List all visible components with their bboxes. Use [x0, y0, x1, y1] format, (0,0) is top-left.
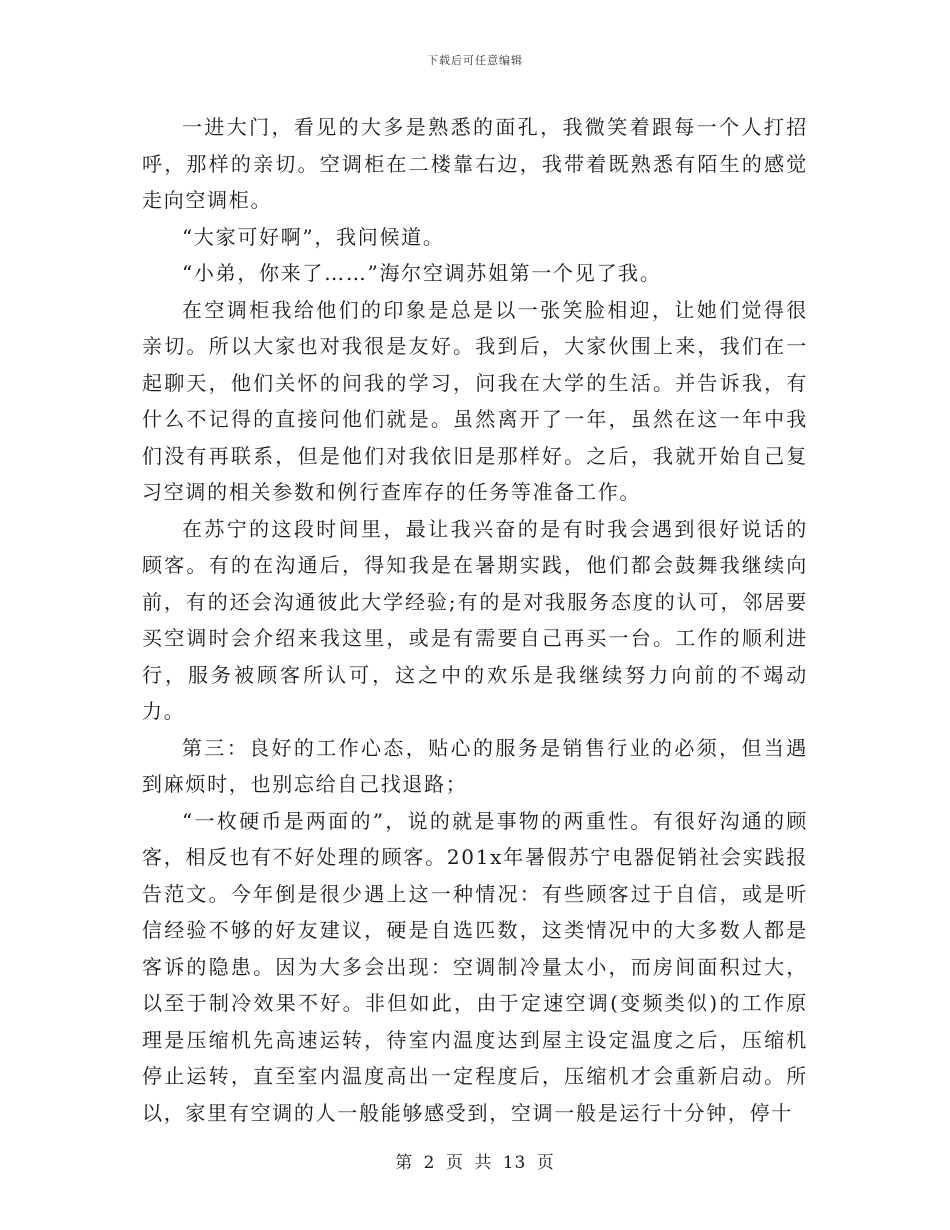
paragraph-1: 一进大门，看见的大多是熟悉的面孔，我微笑着跟每一个人打招呼，那样的亲切。空调柜在二楼靠右边，我带着既熟悉有陌生的感觉走向空调柜。: [142, 115, 808, 212]
paragraph-4: 在空调柜我给他们的印象是总是以一张笑脸相迎，让她们觉得很亲切。所以大家也对我很是友好。我到后，大家伙围上来，我们在一起聊天，他们关怀的问我的学习，问我在大学的生活。并告诉我，有什么不记得的直接问他们就是。虽然离开了一年，虽然在这一年中我们没有再联系，但是他们对我依旧是那样好。之后，我就开始自己复习空调的相关参数和例行查库存的任务等准备工作。: [142, 297, 808, 504]
paragraph-2: “大家可好啊”，我问候道。: [182, 224, 445, 249]
paragraph-3: “小弟，你来了……”海尔空调苏姐第一个见了我。: [182, 261, 662, 285]
paragraph-6: 第三：良好的工作心态，贴心的服务是销售行业的必须，但当遇到麻烦时，也别忘给自己找退路；: [142, 735, 808, 796]
page-header: 下载后可任意编辑: [427, 54, 523, 67]
paragraph-5: 在苏宁的这段时间里，最让我兴奋的是有时我会遇到很好说话的顾客。有的在沟通后，得知我是在暑期实践，他们都会鼓舞我继续向前，有的还会沟通彼此大学经验;有的是对我服务态度的认可，邻居要买空调时会介绍来我这里，或是有需要自己再买一台。工作的顺利进行，服务被顾客所认可，这之中的欢乐是我继续努力向前的不竭动力。: [142, 516, 808, 723]
page-number: 第 2 页 共 13 页: [395, 1153, 555, 1173]
document-body: [142, 109, 808, 1131]
paragraph-7: “一枚硬币是两面的”，说的就是事物的两重性。有很好沟通的顾客，相反也有不好处理的顾客。201x年暑假苏宁电器促销社会实践报告范文。今年倒是很少遇上这一种情况：有些顾客过于自信，或是听信经验不够的好友建议，硬是自选匹数，这类情况中的大多数人都是客诉的隐患。因为大多会出现：空调制冷量太小，而房间面积过大，以至于制冷效果不好。非但如此，由于定速空调(变频类似)的工作原理是压缩机先高速运转，待室内温度达到屋主设定温度之后，压缩机停止运转，直至室内温度高出一定程度后，压缩机才会重新启动。所以，家里有空调的人一般能够感受到，空调一般是运行十分钟，停十: [142, 808, 808, 1125]
